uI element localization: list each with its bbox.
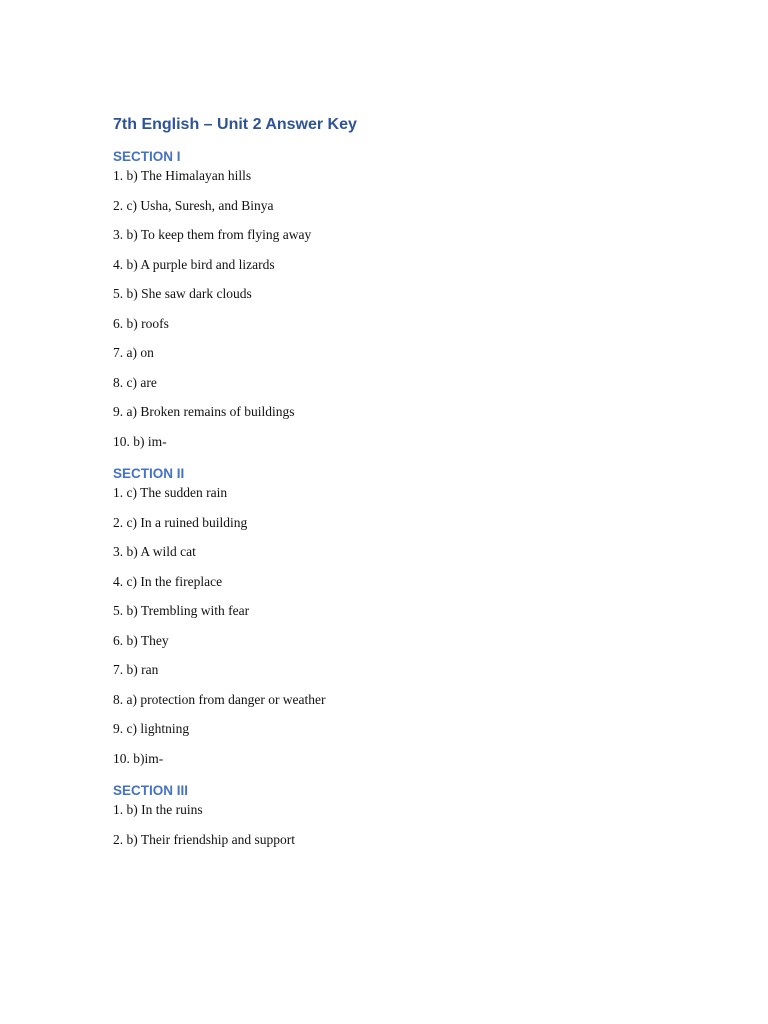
answer-item: 2. b) Their friendship and support: [113, 831, 295, 847]
section-heading: SECTION I: [113, 149, 181, 164]
answer-item: 8. a) protection from danger or weather: [113, 691, 326, 707]
answer-item: 1. b) The Himalayan hills: [113, 168, 252, 183]
answer-item: 5. b) Trembling with fear: [113, 603, 250, 618]
answer-item: 9. a) Broken remains of buildings: [113, 404, 295, 419]
answer-item: 1. c) The sudden rain: [113, 485, 228, 500]
answer-item: 9. c) lightning: [113, 721, 190, 736]
document-title: 7th English – Unit 2 Answer Key: [113, 116, 357, 133]
answer-item: 8. c) are: [113, 374, 157, 390]
answer-item: 7. a) on: [113, 345, 154, 360]
answer-item: 10. b) im-: [113, 433, 167, 449]
section-2: [113, 465, 673, 778]
document-content: [113, 112, 673, 859]
answer-item: 6. b) roofs: [113, 315, 169, 331]
section-3: [113, 782, 673, 859]
answer-item: 2. c) In a ruined building: [113, 514, 248, 530]
answer-item: 3. b) A wild cat: [113, 544, 196, 559]
answer-item: 10. b)im-: [113, 750, 164, 766]
section-heading: SECTION III: [113, 783, 189, 798]
answer-item: 1. b) In the ruins: [113, 802, 203, 817]
answer-item: 2. c) Usha, Suresh, and Binya: [113, 197, 274, 213]
section-heading: SECTION II: [113, 466, 185, 481]
answer-item: 6. b) They: [113, 632, 169, 648]
answer-item: 4. b) A purple bird and lizards: [113, 256, 275, 272]
answer-item: 4. c) In the fireplace: [113, 573, 223, 589]
section-1: [113, 148, 673, 461]
answer-item: 5. b) She saw dark clouds: [113, 286, 252, 301]
answer-item: 3. b) To keep them from flying away: [113, 227, 312, 242]
answer-item: 7. b) ran: [113, 662, 159, 677]
